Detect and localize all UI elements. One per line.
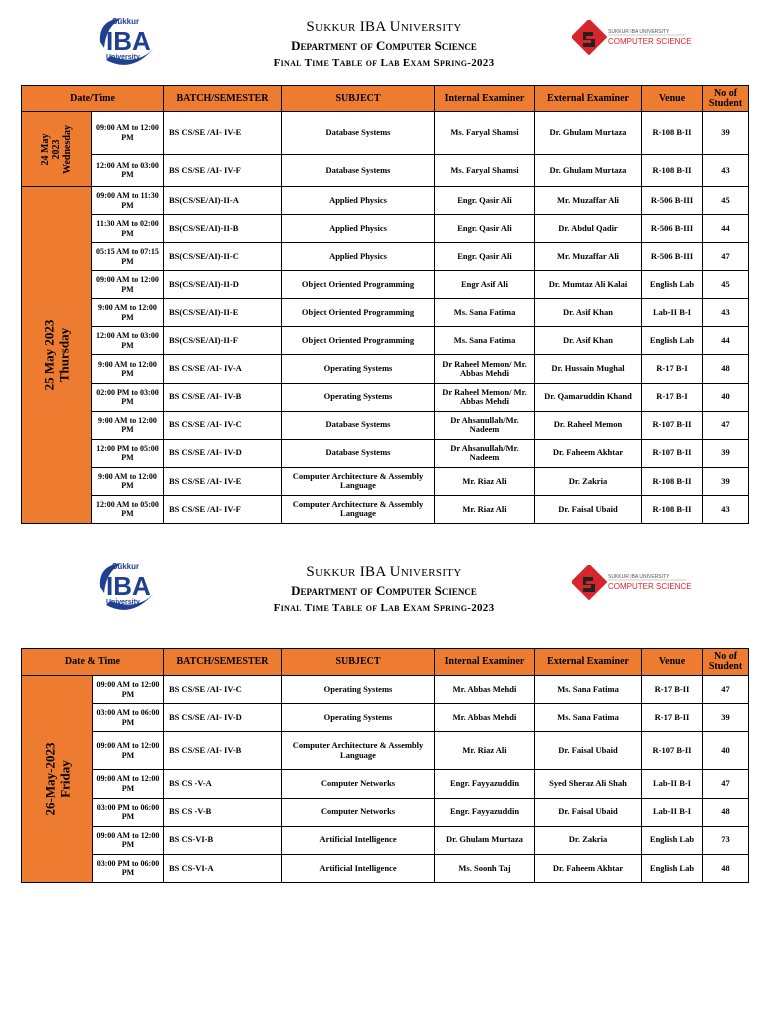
time-cell: 9:00 AM to 12:00 PM: [92, 355, 164, 383]
svg-text:COMPUTER SCIENCE: COMPUTER SCIENCE: [608, 37, 692, 46]
table-header-row: [22, 649, 749, 676]
time-cell: 03:00 PM to 06:00 PM: [93, 854, 164, 882]
time-cell: 09:00 AM to 12:00 PM: [93, 770, 164, 798]
venue-cell: R-506 B-III: [642, 187, 703, 215]
subject-cell: Object Oriented Programming: [282, 271, 435, 299]
internal-examiner-cell: Ms. Faryal Shamsi: [435, 112, 535, 155]
time-cell: 09:00 AM to 12:00 PM: [93, 732, 164, 770]
students-cell: 40: [703, 732, 749, 770]
subject-cell: Applied Physics: [282, 215, 435, 243]
internal-examiner-cell: Mr. Abbas Mehdi: [435, 676, 535, 704]
subject-cell: Computer Networks: [282, 770, 435, 798]
subject-cell: Object Oriented Programming: [282, 327, 435, 355]
svg-text:COMPUTER SCIENCE: COMPUTER SCIENCE: [608, 582, 692, 591]
time-cell: 12:00 AM to 03:00 PM: [92, 154, 164, 186]
table-row: [22, 732, 749, 770]
venue-cell: R-107 B-II: [642, 411, 703, 439]
students-cell: 39: [703, 467, 749, 495]
timetable-2: [21, 648, 749, 883]
students-cell: 73: [703, 826, 749, 854]
batch-cell: BS CS -V-A: [164, 770, 282, 798]
col-header-internal: Internal Examiner: [435, 649, 535, 676]
students-cell: 40: [703, 383, 749, 411]
venue-cell: Lab-II B-I: [642, 770, 703, 798]
table-row: [22, 383, 749, 411]
external-examiner-cell: Dr. Abdul Qadir: [535, 215, 642, 243]
internal-examiner-cell: Mr. Riaz Ali: [435, 732, 535, 770]
cs-logo: [572, 20, 692, 60]
venue-cell: R-108 B-II: [642, 467, 703, 495]
time-cell: 09:00 AM to 12:00 PM: [93, 676, 164, 704]
table-row: [22, 439, 749, 467]
table-row: [22, 271, 749, 299]
internal-examiner-cell: Mr. Riaz Ali: [435, 495, 535, 523]
internal-examiner-cell: Dr Raheel Memon/ Mr. Abbas Mehdi: [435, 355, 535, 383]
subject-cell: Computer Architecture & Assembly Language: [282, 467, 435, 495]
subject-cell: Computer Networks: [282, 798, 435, 826]
venue-cell: English Lab: [642, 854, 703, 882]
date-cell-26-may-text: [42, 743, 72, 816]
students-cell: 47: [703, 770, 749, 798]
batch-cell: BS CS/SE /AI- IV-D: [164, 439, 282, 467]
subject-cell: Database Systems: [282, 439, 435, 467]
venue-cell: R-17 B-I: [642, 383, 703, 411]
col-header-external: External Examiner: [535, 649, 642, 676]
subject-cell: Operating Systems: [282, 383, 435, 411]
university-title: Sukkur IBA University: [306, 564, 462, 580]
svg-text:University: University: [106, 599, 140, 606]
time-cell: 09:00 AM to 12:00 PM: [92, 271, 164, 299]
students-cell: 47: [703, 243, 749, 271]
external-examiner-cell: Syed Sheraz Ali Shah: [535, 770, 642, 798]
col-header-internal: Internal Examiner: [435, 86, 535, 112]
external-examiner-cell: Dr. Mumtaz Ali Kalai: [535, 271, 642, 299]
department-title: Department of Computer Science: [291, 38, 477, 53]
header-page-2: [0, 557, 768, 627]
external-examiner-cell: Dr. Zakria: [535, 467, 642, 495]
batch-cell: BS CS/SE /AI- IV-A: [164, 355, 282, 383]
subject-cell: Artificial Intelligence: [282, 854, 435, 882]
students-cell: 43: [703, 154, 749, 186]
batch-cell: BS CS-VI-B: [164, 826, 282, 854]
batch-cell: BS CS/SE /AI- IV-B: [164, 383, 282, 411]
col-header-subject: SUBJECT: [282, 86, 435, 112]
external-examiner-cell: Mr. Muzaffar Ali: [535, 243, 642, 271]
batch-cell: BS CS/SE /AI- IV-C: [164, 676, 282, 704]
date-line: 26-May-2023: [42, 742, 57, 816]
svg-text:SUKKUR IBA UNIVERSITY: SUKKUR IBA UNIVERSITY: [608, 29, 670, 35]
batch-cell: BS CS/SE /AI- IV-B: [164, 732, 282, 770]
university-title: Sukkur IBA University: [306, 19, 462, 35]
time-cell: 9:00 AM to 12:00 PM: [92, 467, 164, 495]
venue-cell: R-108 B-II: [642, 112, 703, 155]
students-cell: 45: [703, 271, 749, 299]
date-cell-26-may-wrap: [22, 676, 92, 882]
batch-cell: BS CS -V-B: [164, 798, 282, 826]
time-cell: 9:00 AM to 12:00 PM: [92, 299, 164, 327]
internal-examiner-cell: Engr Asif Ali: [435, 271, 535, 299]
time-cell: 09:00 AM to 12:00 PM: [92, 112, 164, 155]
svg-text:IBA: IBA: [106, 571, 151, 601]
table-row: [22, 704, 749, 732]
external-examiner-cell: Dr. Faheem Akhtar: [535, 439, 642, 467]
table-row: [22, 215, 749, 243]
date-cell-24-may-text: [40, 125, 73, 174]
subject-cell: Operating Systems: [282, 704, 435, 732]
venue-cell: English Lab: [642, 271, 703, 299]
subject-cell: Applied Physics: [282, 187, 435, 215]
venue-cell: English Lab: [642, 826, 703, 854]
svg-text:University: University: [106, 54, 140, 61]
external-examiner-cell: Dr. Hussain Mughal: [535, 355, 642, 383]
timetable-1: [21, 85, 749, 524]
col-header-batch: BATCH/SEMESTER: [164, 649, 282, 676]
date-line: 2023: [51, 139, 62, 159]
timetable-subtitle: Final Time Table of Lab Exam Spring-2023: [273, 57, 495, 69]
time-cell: 03:00 PM to 06:00 PM: [93, 798, 164, 826]
date-line: Thursday: [56, 327, 72, 383]
time-cell: 05:15 AM to 07:15 PM: [92, 243, 164, 271]
subject-cell: Applied Physics: [282, 243, 435, 271]
batch-cell: BS(CS/SE/AI)-II-D: [164, 271, 282, 299]
table-row: [22, 154, 749, 186]
students-cell: 48: [703, 798, 749, 826]
col-header-students: No of Student: [703, 649, 749, 676]
batch-cell: BS CS/SE /AI- IV-D: [164, 704, 282, 732]
internal-examiner-cell: Engr. Qasir Ali: [435, 243, 535, 271]
time-cell: 12:00 PM to 05:00 PM: [92, 439, 164, 467]
batch-cell: BS(CS/SE/AI)-II-B: [164, 215, 282, 243]
venue-cell: R-107 B-II: [642, 732, 703, 770]
table2-body: [22, 676, 749, 883]
external-examiner-cell: Dr. Ghulam Murtaza: [535, 154, 642, 186]
students-cell: 44: [703, 327, 749, 355]
table-row: [22, 299, 749, 327]
svg-text:Sukkur: Sukkur: [112, 562, 140, 571]
internal-examiner-cell: Ms. Sana Fatima: [435, 327, 535, 355]
date-cell-25-may-wrap: [22, 187, 91, 523]
subject-cell: Operating Systems: [282, 676, 435, 704]
venue-cell: R-17 B-I: [642, 355, 703, 383]
batch-cell: BS(CS/SE/AI)-II-F: [164, 327, 282, 355]
internal-examiner-cell: Ms. Sana Fatima: [435, 299, 535, 327]
col-header-students: No of Student: [703, 86, 749, 112]
venue-cell: R-506 B-III: [642, 243, 703, 271]
students-cell: 43: [703, 495, 749, 523]
students-cell: 47: [703, 411, 749, 439]
students-cell: 48: [703, 355, 749, 383]
svg-text:SUKKUR IBA UNIVERSITY: SUKKUR IBA UNIVERSITY: [608, 574, 670, 580]
cs-logo: [572, 565, 692, 605]
students-cell: 39: [703, 704, 749, 732]
venue-cell: R-108 B-II: [642, 495, 703, 523]
time-cell: 09:00 AM to 11:30 PM: [92, 187, 164, 215]
table1-body: [22, 112, 749, 524]
subject-cell: Object Oriented Programming: [282, 299, 435, 327]
internal-examiner-cell: Mr. Riaz Ali: [435, 467, 535, 495]
table-row: [22, 355, 749, 383]
subject-cell: Database Systems: [282, 112, 435, 155]
subject-cell: Operating Systems: [282, 355, 435, 383]
batch-cell: BS CS/SE /AI- IV-F: [164, 154, 282, 186]
table-row: [22, 327, 749, 355]
internal-examiner-cell: Engr. Fayyazuddin: [435, 798, 535, 826]
external-examiner-cell: Dr. Faisal Ubaid: [535, 732, 642, 770]
time-cell: 11:30 AM to 02:00 PM: [92, 215, 164, 243]
internal-examiner-cell: Ms. Soonh Taj: [435, 854, 535, 882]
external-examiner-cell: Dr. Asif Khan: [535, 299, 642, 327]
col-header-venue: Venue: [642, 649, 703, 676]
internal-examiner-cell: Ms. Faryal Shamsi: [435, 154, 535, 186]
students-cell: 43: [703, 299, 749, 327]
subject-cell: Computer Architecture & Assembly Language: [282, 732, 435, 770]
internal-examiner-cell: Dr Ahsanullah/Mr. Nadeem: [435, 411, 535, 439]
batch-cell: BS CS/SE /AI- IV-E: [164, 112, 282, 155]
table-row: [22, 243, 749, 271]
external-examiner-cell: Dr. Faheem Akhtar: [535, 854, 642, 882]
external-examiner-cell: Ms. Sana Fatima: [535, 704, 642, 732]
header-page-1: [0, 12, 768, 82]
svg-text:IBA: IBA: [106, 26, 151, 56]
external-examiner-cell: Dr. Faisal Ubaid: [535, 495, 642, 523]
time-cell: 12:00 AM to 05:00 PM: [92, 495, 164, 523]
batch-cell: BS(CS/SE/AI)-II-A: [164, 187, 282, 215]
batch-cell: BS(CS/SE/AI)-II-C: [164, 243, 282, 271]
table-row: [22, 826, 749, 854]
internal-examiner-cell: Engr. Fayyazuddin: [435, 770, 535, 798]
svg-text:Sukkur: Sukkur: [112, 17, 140, 26]
subject-cell: Database Systems: [282, 154, 435, 186]
time-cell: 9:00 AM to 12:00 PM: [92, 411, 164, 439]
internal-examiner-cell: Dr Ahsanullah/Mr. Nadeem: [435, 439, 535, 467]
students-cell: 44: [703, 215, 749, 243]
venue-cell: R-17 B-II: [642, 676, 703, 704]
external-examiner-cell: Dr. Zakria: [535, 826, 642, 854]
table-row: [22, 112, 749, 155]
time-cell: 09:00 AM to 12:00 PM: [93, 826, 164, 854]
date-cell-25-may-text: [42, 320, 72, 391]
col-header-batch: BATCH/SEMESTER: [164, 86, 282, 112]
table-row: [22, 467, 749, 495]
date-cell-25-may: [22, 187, 92, 524]
col-header-datetime: Date/Time: [22, 86, 164, 112]
table-row: [22, 411, 749, 439]
external-examiner-cell: Ms. Sana Fatima: [535, 676, 642, 704]
col-header-venue: Venue: [642, 86, 703, 112]
batch-cell: BS(CS/SE/AI)-II-E: [164, 299, 282, 327]
batch-cell: BS CS/SE /AI- IV-E: [164, 467, 282, 495]
internal-examiner-cell: Engr. Qasir Ali: [435, 187, 535, 215]
timetable-subtitle: Final Time Table of Lab Exam Spring-2023: [273, 602, 495, 614]
internal-examiner-cell: Dr. Ghulam Murtaza: [435, 826, 535, 854]
students-cell: 48: [703, 854, 749, 882]
table-row: [22, 676, 749, 704]
subject-cell: Database Systems: [282, 411, 435, 439]
external-examiner-cell: Mr. Muzaffar Ali: [535, 187, 642, 215]
students-cell: 39: [703, 112, 749, 155]
date-line: 25 May 2023: [41, 319, 57, 391]
students-cell: 39: [703, 439, 749, 467]
date-cell-26-may: [22, 676, 93, 883]
venue-cell: Lab-II B-I: [642, 299, 703, 327]
date-cell-24-may: [22, 112, 92, 187]
table-header-row: [22, 86, 749, 112]
department-title: Department of Computer Science: [291, 583, 477, 598]
venue-cell: R-108 B-II: [642, 154, 703, 186]
date-cell-24-may-wrap: [22, 112, 91, 186]
students-cell: 45: [703, 187, 749, 215]
time-cell: 02:00 PM to 03:00 PM: [92, 383, 164, 411]
batch-cell: BS CS-VI-A: [164, 854, 282, 882]
external-examiner-cell: Dr. Raheel Memon: [535, 411, 642, 439]
venue-cell: R-506 B-III: [642, 215, 703, 243]
table-row: [22, 770, 749, 798]
students-cell: 47: [703, 676, 749, 704]
table-row: [22, 495, 749, 523]
subject-cell: Computer Architecture & Assembly Language: [282, 495, 435, 523]
external-examiner-cell: Dr. Ghulam Murtaza: [535, 112, 642, 155]
time-cell: 12:00 AM to 03:00 PM: [92, 327, 164, 355]
date-line: Friday: [57, 760, 72, 798]
internal-examiner-cell: Dr Raheel Memon/ Mr. Abbas Mehdi: [435, 383, 535, 411]
subject-cell: Artificial Intelligence: [282, 826, 435, 854]
external-examiner-cell: Dr. Asif Khan: [535, 327, 642, 355]
internal-examiner-cell: Mr. Abbas Mehdi: [435, 704, 535, 732]
batch-cell: BS CS/SE /AI- IV-F: [164, 495, 282, 523]
batch-cell: BS CS/SE /AI- IV-C: [164, 411, 282, 439]
venue-cell: Lab-II B-I: [642, 798, 703, 826]
time-cell: 03:00 AM to 06:00 PM: [93, 704, 164, 732]
date-line: 24 May: [40, 133, 51, 165]
table-row: [22, 798, 749, 826]
col-header-external: External Examiner: [535, 86, 642, 112]
internal-examiner-cell: Engr. Qasir Ali: [435, 215, 535, 243]
venue-cell: R-17 B-II: [642, 704, 703, 732]
col-header-datetime: Date & Time: [22, 649, 164, 676]
external-examiner-cell: Dr. Qamaruddin Khand: [535, 383, 642, 411]
col-header-subject: SUBJECT: [282, 649, 435, 676]
venue-cell: R-107 B-II: [642, 439, 703, 467]
date-line: Wednesday: [62, 124, 73, 174]
table-row: [22, 187, 749, 215]
external-examiner-cell: Dr. Faisal Ubaid: [535, 798, 642, 826]
venue-cell: English Lab: [642, 327, 703, 355]
table-row: [22, 854, 749, 882]
